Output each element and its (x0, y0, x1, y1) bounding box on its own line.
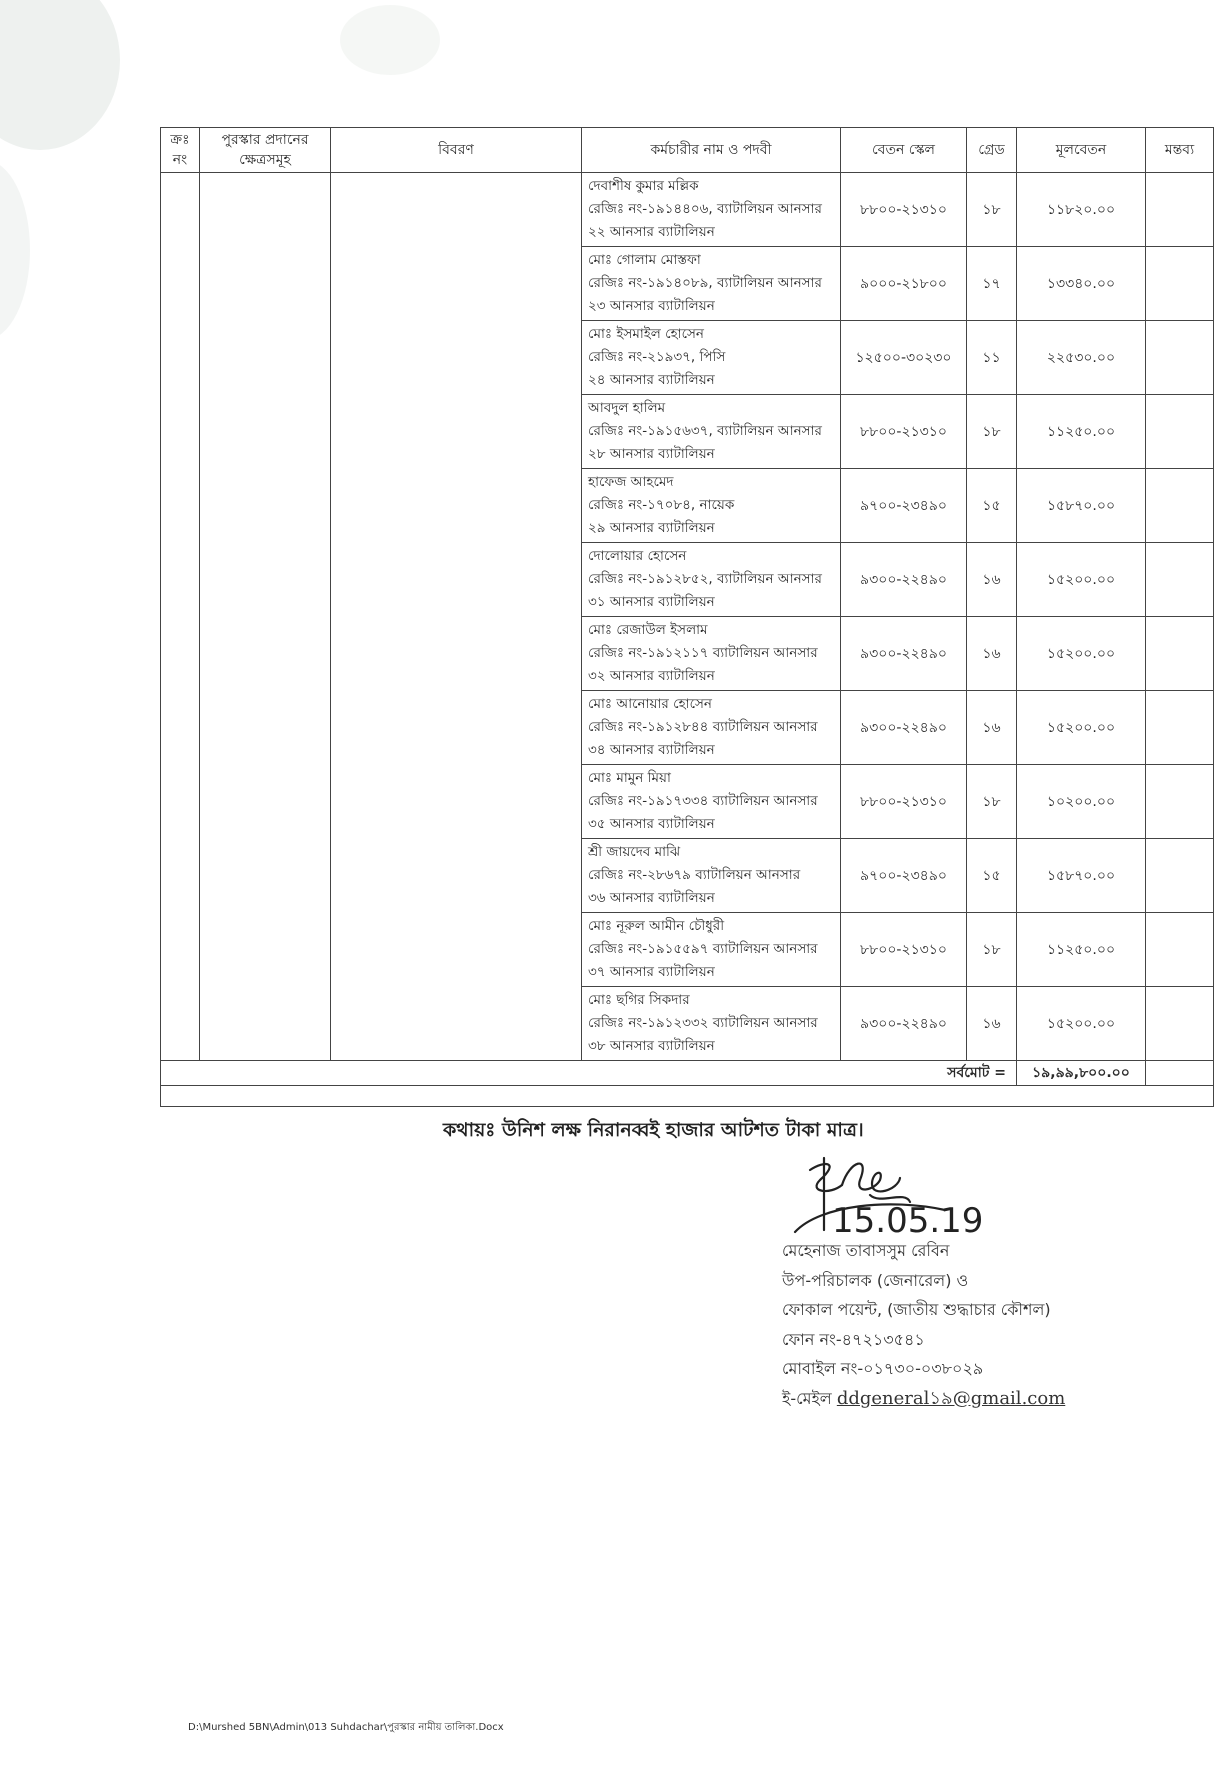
employee-cell (582, 321, 841, 395)
col-grade: গ্রেড (967, 128, 1017, 173)
signatory-block (782, 1236, 1065, 1413)
employee-reg: রেজিঃ নং-১৯১২৮৫২, ব্যাটালিয়ন আনসার (588, 571, 822, 587)
employee-name: শ্রী জায়দেব মাঝি (588, 844, 681, 860)
basic-pay-cell: ২২৫৩০.০০ (1017, 321, 1146, 395)
signatory-role: ফোকাল পয়েন্ট, (জাতীয় শুদ্ধাচার কৌশল) (782, 1300, 1051, 1319)
employee-battalion: ৩১ আনসার ব্যাটালিয়ন (588, 594, 715, 610)
email-link[interactable]: ddgeneral১৯@gmail.com (836, 1387, 1066, 1409)
employee-battalion: ২২ আনসার ব্যাটালিয়ন (588, 224, 715, 240)
grade-cell: ১৬ (967, 987, 1017, 1061)
employee-battalion: ৩৪ আনসার ব্যাটালিয়ন (588, 742, 715, 758)
remarks-cell (1146, 617, 1214, 691)
employee-name: মোঃ ছগির সিকদার (588, 992, 690, 1008)
employee-name: দেবাশীষ কুমার মল্লিক (588, 178, 699, 194)
signatory-phone: ফোন নং-৪৭২১৩৫৪১ (782, 1329, 925, 1349)
employee-battalion: ৩৭ আনসার ব্যাটালিয়ন (588, 964, 715, 980)
employee-cell (582, 691, 841, 765)
col-employee: কর্মচারীর নাম ও পদবী (582, 128, 841, 173)
total-remarks-cell (1146, 1061, 1214, 1086)
employee-reg: রেজিঃ নং-১৯১২৮৪৪ ব্যাটালিয়ন আনসার (588, 719, 818, 735)
total-value: ১৯,৯৯,৮০০.০০ (1017, 1061, 1146, 1086)
employee-battalion: ৩৮ আনসার ব্যাটালিয়ন (588, 1038, 715, 1054)
grade-cell: ১৮ (967, 765, 1017, 839)
remarks-cell (1146, 987, 1214, 1061)
employee-reg: রেজিঃ নং-১৭০৮৪, নায়েক (588, 497, 735, 513)
basic-pay-cell: ১৫৮৭০.০০ (1017, 839, 1146, 913)
table-header-row (161, 128, 1214, 173)
employee-name: মোঃ আনোয়ার হোসেন (588, 696, 712, 712)
basic-pay-cell: ১১৮২০.০০ (1017, 173, 1146, 247)
blank-footer-cell (161, 1086, 1214, 1107)
basic-pay-cell: ১৫২০০.০০ (1017, 691, 1146, 765)
col-remarks: মন্তব্য (1146, 128, 1214, 173)
employee-name: মোঃ নূরুল আমীন চৌধুরী (588, 918, 725, 934)
signatory-name: মেহেনাজ তাবাসসুম রেবিন (782, 1241, 950, 1260)
file-path-footer: D:\Murshed 5BN\Admin\013 Suhdachar\পুরস্কার নামীয় তালিকা.Docx (188, 1722, 504, 1733)
employee-cell (582, 543, 841, 617)
pay-scale-cell: ৯৭০০-২৩৪৯০ (841, 839, 967, 913)
employee-name: হাফেজ আহমেদ (588, 474, 674, 490)
col-serial: ক্রঃ নং (161, 128, 200, 173)
employee-battalion: ২৪ আনসার ব্যাটালিয়ন (588, 372, 715, 388)
remarks-cell (1146, 765, 1214, 839)
employee-name: আবদুল হালিম (588, 400, 666, 416)
grade-cell: ১৮ (967, 173, 1017, 247)
employee-battalion: ৩২ আনসার ব্যাটালিয়ন (588, 668, 715, 684)
basic-pay-cell: ১৫২০০.০০ (1017, 617, 1146, 691)
remarks-cell (1146, 839, 1214, 913)
grade-cell: ১১ (967, 321, 1017, 395)
pay-scale-cell: ৮৮০০-২১৩১০ (841, 395, 967, 469)
table-row (161, 173, 1214, 247)
employee-reg: রেজিঃ নং-১৯১৪০৮৯, ব্যাটালিয়ন আনসার (588, 275, 822, 291)
serial-cell (161, 173, 200, 1061)
remarks-cell (1146, 543, 1214, 617)
amount-in-words: কথায়ঃ উনিশ লক্ষ নিরানব্বই হাজার আটশত টাকা মাত্র। (443, 1119, 864, 1141)
employee-name: মোঃ রেজাউল ইসলাম (588, 622, 708, 638)
basic-pay-cell: ১১২৫০.০০ (1017, 913, 1146, 987)
remarks-cell (1146, 691, 1214, 765)
remarks-cell (1146, 913, 1214, 987)
employee-battalion: ২৩ আনসার ব্যাটালিয়ন (588, 298, 715, 314)
employee-name: মোঃ মামুন মিয়া (588, 770, 671, 786)
pay-scale-cell: ৯৩০০-২২৪৯০ (841, 987, 967, 1061)
grade-cell: ১৫ (967, 469, 1017, 543)
pay-scale-cell: ৯৭০০-২৩৪৯০ (841, 469, 967, 543)
basic-pay-cell: ১৫২০০.০০ (1017, 987, 1146, 1061)
description-cell (331, 173, 582, 1061)
grade-cell: ১৮ (967, 395, 1017, 469)
grade-cell: ১৭ (967, 247, 1017, 321)
email-label: ই-মেইল (782, 1388, 832, 1408)
svg-text:15.05.19: 15.05.19 (832, 1201, 984, 1240)
employee-name: দোলোয়ার হোসেন (588, 548, 687, 564)
handwritten-signature (780, 1150, 1010, 1240)
pay-scale-cell: ৮৮০০-২১৩১০ (841, 913, 967, 987)
employee-cell (582, 173, 841, 247)
employee-name: মোঃ ইসমাইল হোসেন (588, 326, 704, 342)
employee-cell (582, 617, 841, 691)
grade-cell: ১৫ (967, 839, 1017, 913)
employee-reg: রেজিঃ নং-২৮৬৭৯ ব্যাটালিয়ন আনসার (588, 867, 801, 883)
basic-pay-cell: ১১২৫০.০০ (1017, 395, 1146, 469)
employee-cell (582, 765, 841, 839)
grade-cell: ১৬ (967, 691, 1017, 765)
pay-scale-cell: ৮৮০০-২১৩১০ (841, 173, 967, 247)
basic-pay-cell: ১৩৩৪০.০০ (1017, 247, 1146, 321)
total-row (161, 1061, 1214, 1086)
employee-cell (582, 247, 841, 321)
employee-cell (582, 913, 841, 987)
scan-smudge (0, 160, 30, 340)
employee-cell (582, 395, 841, 469)
employee-reg: রেজিঃ নং-১৯১৫৬৩৭, ব্যাটালিয়ন আনসার (588, 423, 822, 439)
remarks-cell (1146, 321, 1214, 395)
employee-battalion: ২৯ আনসার ব্যাটালিয়ন (588, 520, 715, 536)
scan-smudge (0, 0, 120, 150)
pay-scale-cell: ৯০০০-২১৮০০ (841, 247, 967, 321)
pay-scale-cell: ১২৫০০-৩০২৩০ (841, 321, 967, 395)
blank-footer-row (161, 1086, 1214, 1107)
remarks-cell (1146, 395, 1214, 469)
employee-reg: রেজিঃ নং-১৯১৪৪০৬, ব্যাটালিয়ন আনসার (588, 201, 822, 217)
remarks-cell (1146, 247, 1214, 321)
basic-pay-cell: ১৫৮৭০.০০ (1017, 469, 1146, 543)
employee-battalion: ৩৬ আনসার ব্যাটালিয়ন (588, 890, 715, 906)
col-pay-scale: বেতন স্কেল (841, 128, 967, 173)
grade-cell: ১৮ (967, 913, 1017, 987)
employee-reg: রেজিঃ নং-১৯১৫৫৯৭ ব্যাটালিয়ন আনসার (588, 941, 818, 957)
pay-scale-cell: ৯৩০০-২২৪৯০ (841, 543, 967, 617)
signatory-mobile: মোবাইল নং-০১৭৩০-০৩৮০২৯ (782, 1359, 984, 1378)
signatory-email-row (782, 1384, 1065, 1414)
col-basic-pay: মূলবেতন (1017, 128, 1146, 173)
pay-scale-cell: ৯৩০০-২২৪৯০ (841, 691, 967, 765)
remarks-cell (1146, 173, 1214, 247)
pay-scale-cell: ৯৩০০-২২৪৯০ (841, 617, 967, 691)
employee-cell (582, 469, 841, 543)
employee-battalion: ৩৫ আনসার ব্যাটালিয়ন (588, 816, 715, 832)
grade-cell: ১৬ (967, 543, 1017, 617)
total-label: সর্বমোট = (161, 1061, 1017, 1086)
employee-cell (582, 987, 841, 1061)
award-nominee-table (160, 127, 1214, 1107)
employee-reg: রেজিঃ নং-১৯১২৩৩২ ব্যাটালিয়ন আনসার (588, 1015, 818, 1031)
award-area-cell (200, 173, 331, 1061)
pay-scale-cell: ৮৮০০-২১৩১০ (841, 765, 967, 839)
remarks-cell (1146, 469, 1214, 543)
employee-name: মোঃ গোলাম মোস্তফা (588, 252, 701, 268)
employee-cell (582, 839, 841, 913)
scan-smudge (340, 5, 440, 75)
signatory-designation: উপ-পরিচালক (জেনারেল) ও (782, 1270, 969, 1290)
grade-cell: ১৬ (967, 617, 1017, 691)
employee-battalion: ২৮ আনসার ব্যাটালিয়ন (588, 446, 715, 462)
col-description: বিবরণ (331, 128, 582, 173)
employee-reg: রেজিঃ নং-১৯১৭৩৩৪ ব্যাটালিয়ন আনসার (588, 793, 818, 809)
col-award-area: পুরস্কার প্রদানের ক্ষেত্রসমূহ (200, 128, 331, 173)
employee-reg: রেজিঃ নং-১৯১২১১৭ ব্যাটালিয়ন আনসার (588, 645, 818, 661)
employee-reg: রেজিঃ নং-২১৯৩৭, পিসি (588, 349, 726, 365)
basic-pay-cell: ১৫২০০.০০ (1017, 543, 1146, 617)
basic-pay-cell: ১০২০০.০০ (1017, 765, 1146, 839)
